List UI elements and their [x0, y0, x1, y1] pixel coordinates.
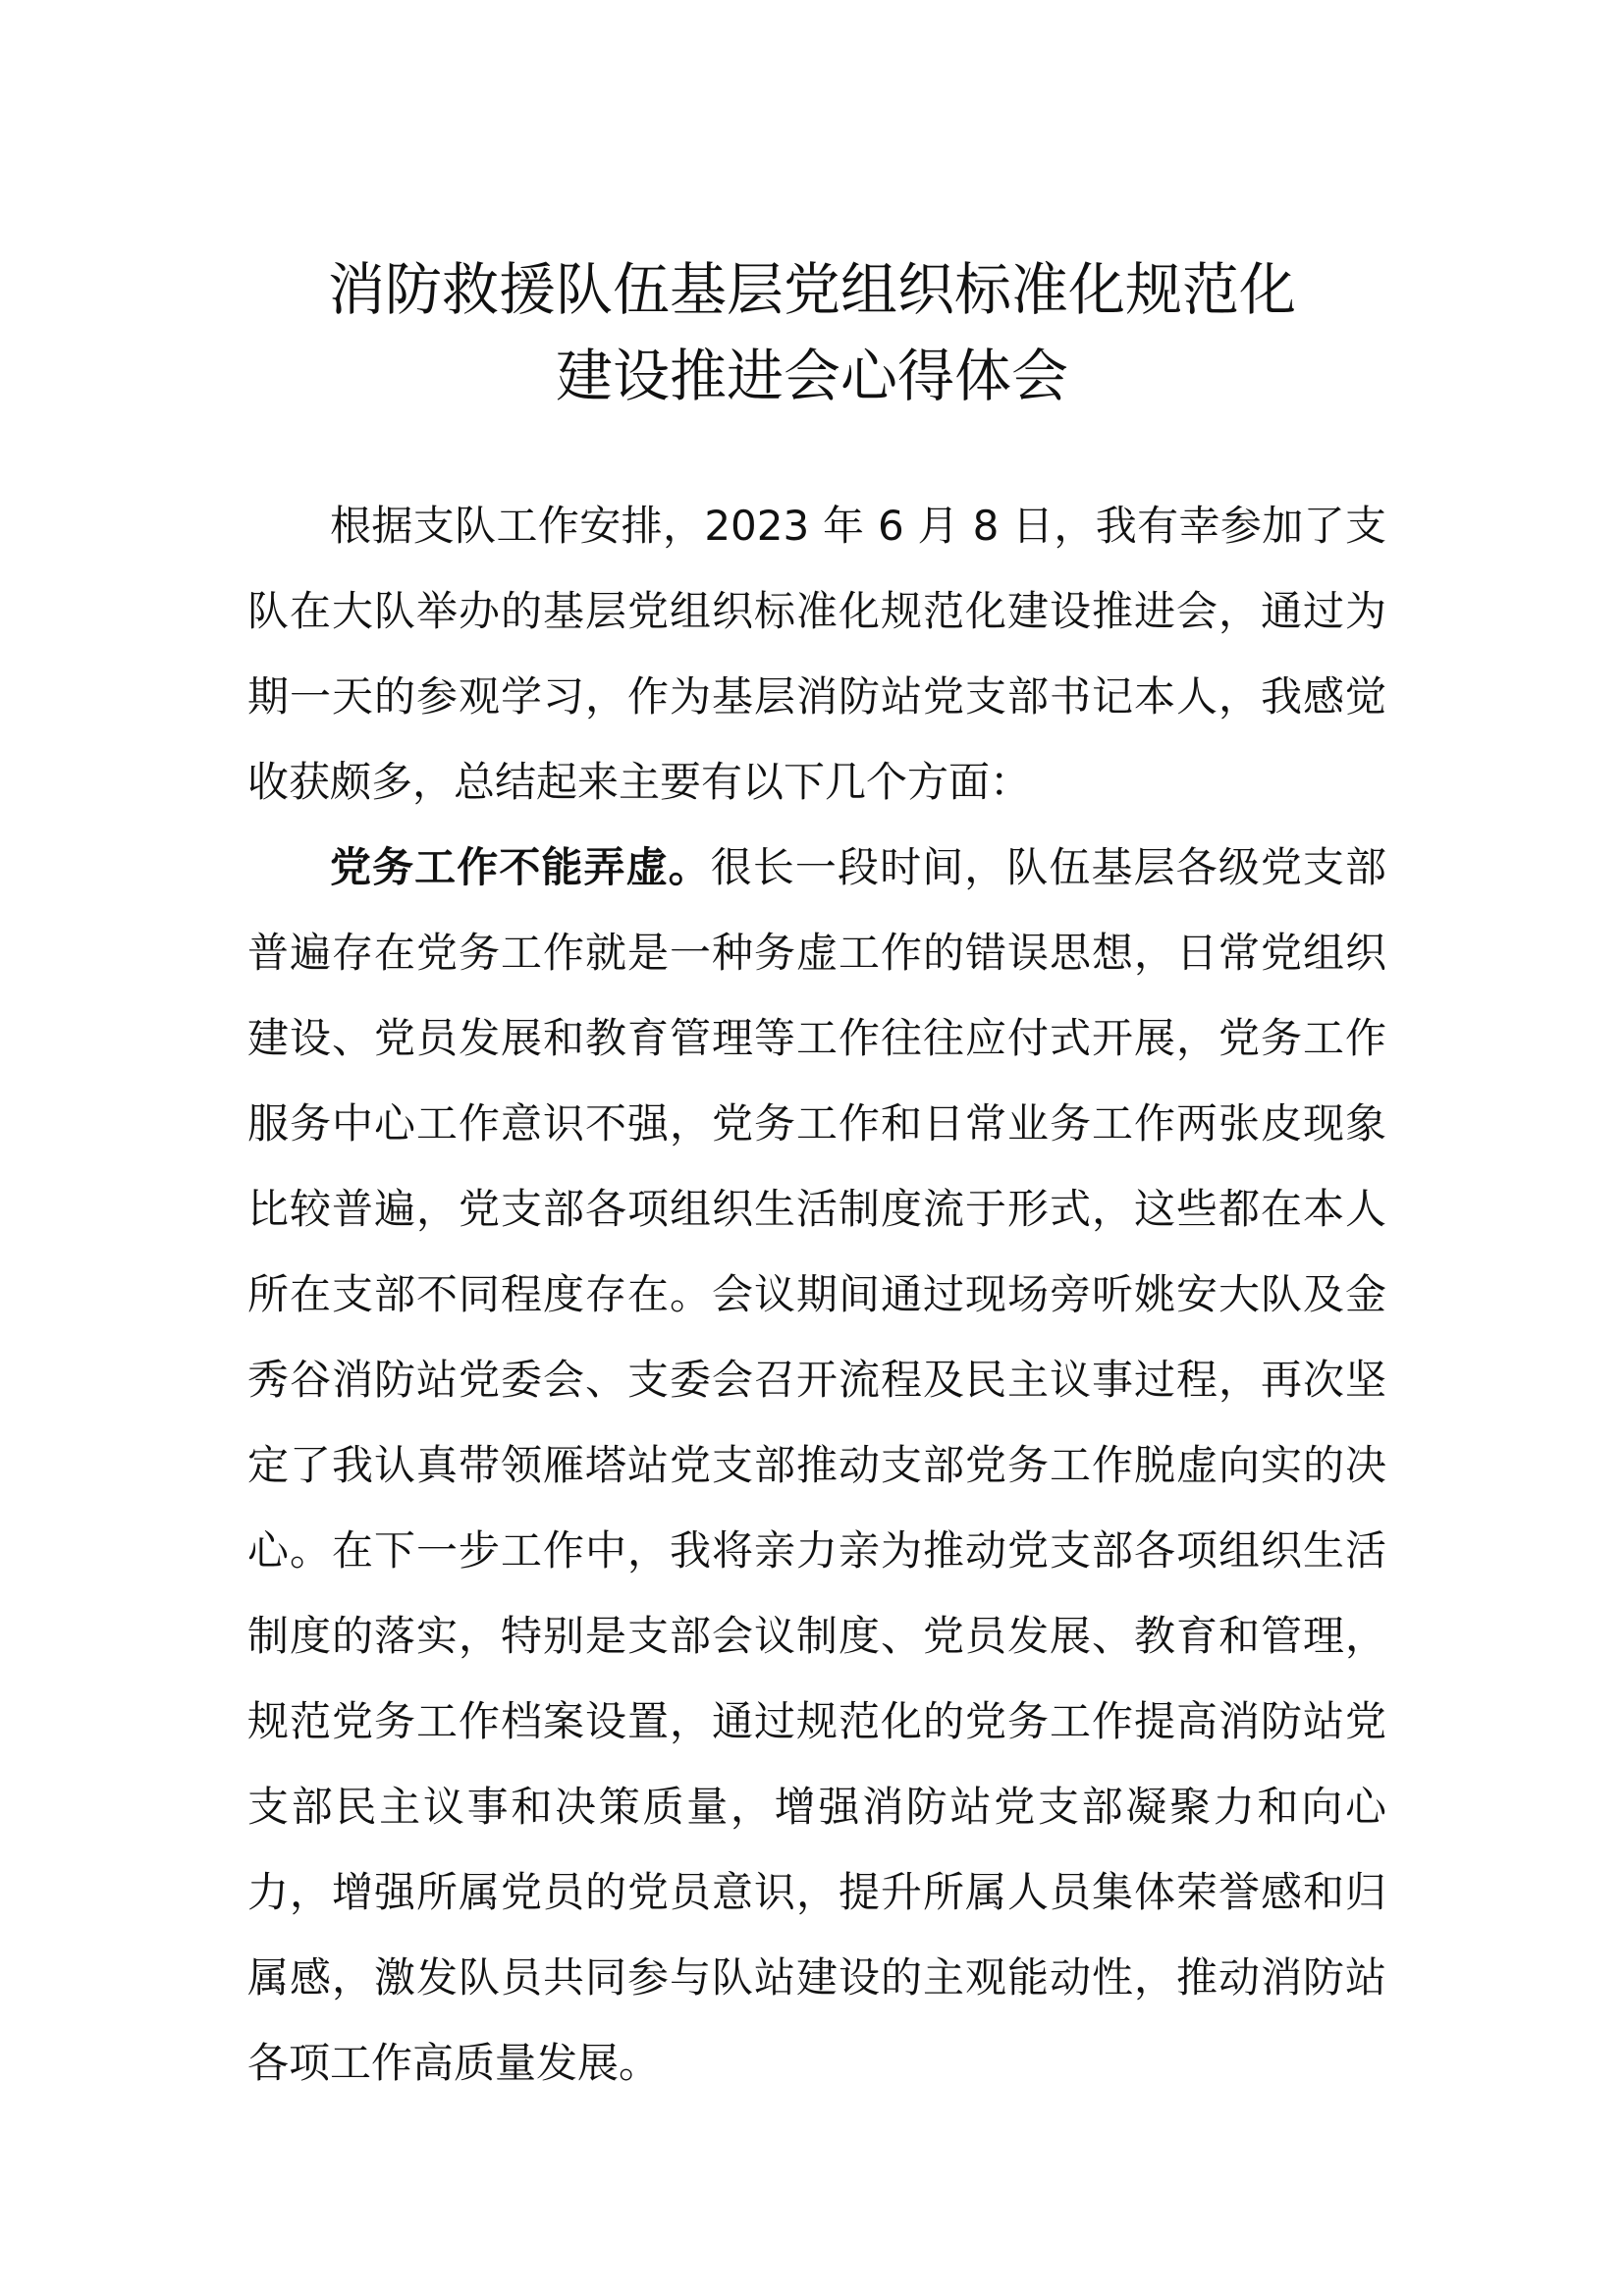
paragraph-party-affairs — [247, 825, 1386, 2106]
document-title — [0, 246, 1624, 419]
paragraph-heading: 党务工作不能弄虚。 — [330, 843, 711, 891]
paragraph-intro — [247, 483, 1386, 825]
paragraph-intro-text: 根据支队工作安排，2023 年 6 月 8 日，我有幸参加了支队在大队举办的基层党组织标准化规范化建设推进会，通过为期一天的参观学习，作为基层消防站党支部书记本人，我感觉收获颇多，总结起来主要有以下几个方面： — [247, 502, 1386, 806]
title-line-2: 建设推进会心得体会 — [555, 342, 1068, 409]
title-line-1: 消防救援队伍基层党组织标准化规范化 — [327, 255, 1296, 323]
paragraph-party-affairs-text: 很长一段时间，队伍基层各级党支部普遍存在党务工作就是一种务虚工作的错误思想，日常党组织建设、党员发展和教育管理等工作往往应付式开展，党务工作服务中心工作意识不强，党务工作和日常业务工作两张皮现象比较普遍，党支部各项组织生活制度流于形式，这些都在本人所在支部不同程度存在。会议期间通过现场旁听姚安大队及金秀谷消防站党委会、支委会召开流程及民主议事过程，再次坚定了我认真带领雁塔站党支部推动支部党务工作脱虚向实的决心。在下一步工作中，我将亲力亲为推动党支部各项组织生活制度的落实，特别是支部会议制度、党员发展、教育和管理，规范党务工作档案设置，通过规范化的党务工作提高消防站党支部民主议事和决策质量，增强消防站党支部凝聚力和向心力，增强所属党员的党员意识，提升所属人员集体荣誉感和归属感，激发队员共同参与队站建设的主观能动性，推动消防站各项工作高质量发展。 — [247, 843, 1386, 2087]
document-body — [247, 483, 1386, 2106]
